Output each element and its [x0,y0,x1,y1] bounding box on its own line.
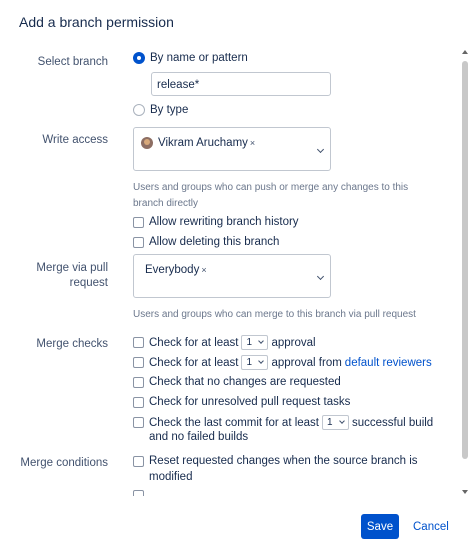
remove-group-icon[interactable]: × [201,265,207,275]
check-successful-build-suffix: successful build [352,416,434,429]
dialog-title: Add a branch permission [19,14,174,30]
radio-by-name-or-pattern[interactable] [133,52,248,64]
check-unresolved-tasks-label: Check for unresolved pull request tasks [149,396,351,408]
check-default-reviewers-suffix: approval from [271,356,342,369]
checkbox[interactable] [133,417,144,428]
allow-delete-checkbox-row[interactable] [133,236,279,248]
avatar [141,137,153,149]
chevron-down-icon [339,418,345,424]
user-pill [141,137,255,149]
radio-by-name-label: By name or pattern [150,52,248,64]
reviewer-approval-count-value: 1 [246,357,253,368]
default-reviewers-link[interactable]: default reviewers [344,356,432,369]
checkbox[interactable] [133,397,144,408]
cut-off-checkbox-row[interactable] [133,490,149,496]
check-successful-build-prefix: Check the last commit for at least [149,416,320,429]
checkbox[interactable] [133,337,144,348]
merge-conditions-label: Merge conditions [20,457,108,469]
checkbox[interactable] [133,357,144,368]
remove-user-icon[interactable]: × [249,138,256,148]
branch-pattern-input[interactable]: release* [151,72,331,96]
check-no-changes-requested-row[interactable] [133,376,341,388]
dialog-content[interactable] [0,40,460,496]
reset-requested-changes-row[interactable] [133,455,418,467]
merge-via-pr-help: Users and groups who can merge to this branch via pull request [133,309,416,320]
allow-rewrite-label: Allow rewriting branch history [149,216,299,228]
build-count-select[interactable] [322,415,349,430]
checkbox[interactable] [133,237,144,248]
allow-rewrite-checkbox-row[interactable] [133,216,299,228]
scroll-down-icon[interactable] [462,490,468,494]
group-pill-name: Everybody [145,264,200,276]
radio-by-type-label: By type [150,104,189,116]
reset-requested-changes-line2 [149,471,192,483]
check-min-approvals-suffix: approval [271,336,316,349]
vertical-scrollbar[interactable] [461,50,469,494]
check-no-changes-requested-label: Check that no changes are requested [149,376,341,388]
check-successful-build-row[interactable] [133,415,433,430]
check-min-approvals-row[interactable] [133,335,316,350]
chevron-down-icon[interactable] [317,146,324,153]
write-access-help: Users and groups who can push or merge any changes to this branch directly [133,182,409,209]
checkbox[interactable] [133,217,144,228]
write-access-label: Write access [42,134,108,146]
checkbox[interactable] [133,456,144,467]
merge-via-pr-select[interactable] [133,254,331,298]
select-branch-label: Select branch [37,56,108,68]
reset-requested-changes-label: Reset requested changes when the source branch is [149,455,418,467]
radio-by-type[interactable] [133,104,188,116]
checkbox[interactable] [133,490,144,496]
chevron-down-icon [259,358,265,364]
save-button[interactable]: Save [361,514,399,539]
check-unresolved-tasks-row[interactable] [133,396,350,408]
radio-selected-icon[interactable] [133,52,145,64]
approval-count-select[interactable] [241,335,268,350]
reviewer-approval-count-select[interactable] [241,355,268,370]
scroll-thumb[interactable] [462,61,468,459]
build-count-value: 1 [327,417,333,428]
check-min-approvals-prefix: Check for at least [149,336,239,349]
check-default-reviewers-row[interactable] [133,355,432,370]
check-default-reviewers-prefix: Check for at least [149,356,239,369]
scroll-up-icon[interactable] [462,50,468,54]
cancel-button[interactable]: Cancel [413,520,449,533]
reset-requested-changes-line2-label: modified [149,471,193,483]
group-pill [145,264,207,276]
allow-delete-label: Allow deleting this branch [149,236,280,248]
merge-via-pr-label-line2: request [69,277,108,289]
merge-via-pr-label-line1: Merge via pull [36,262,108,274]
check-successful-build-line2 [149,431,248,443]
checkbox[interactable] [133,377,144,388]
approval-count-value: 1 [246,337,253,348]
write-access-select[interactable] [133,127,331,171]
chevron-down-icon[interactable] [317,273,324,280]
chevron-down-icon [259,338,265,344]
check-successful-build-line2-label: and no failed builds [149,431,249,443]
merge-checks-label: Merge checks [36,338,108,350]
radio-unselected-icon[interactable] [133,104,145,116]
user-pill-name: Vikram Aruchamy [158,137,248,149]
